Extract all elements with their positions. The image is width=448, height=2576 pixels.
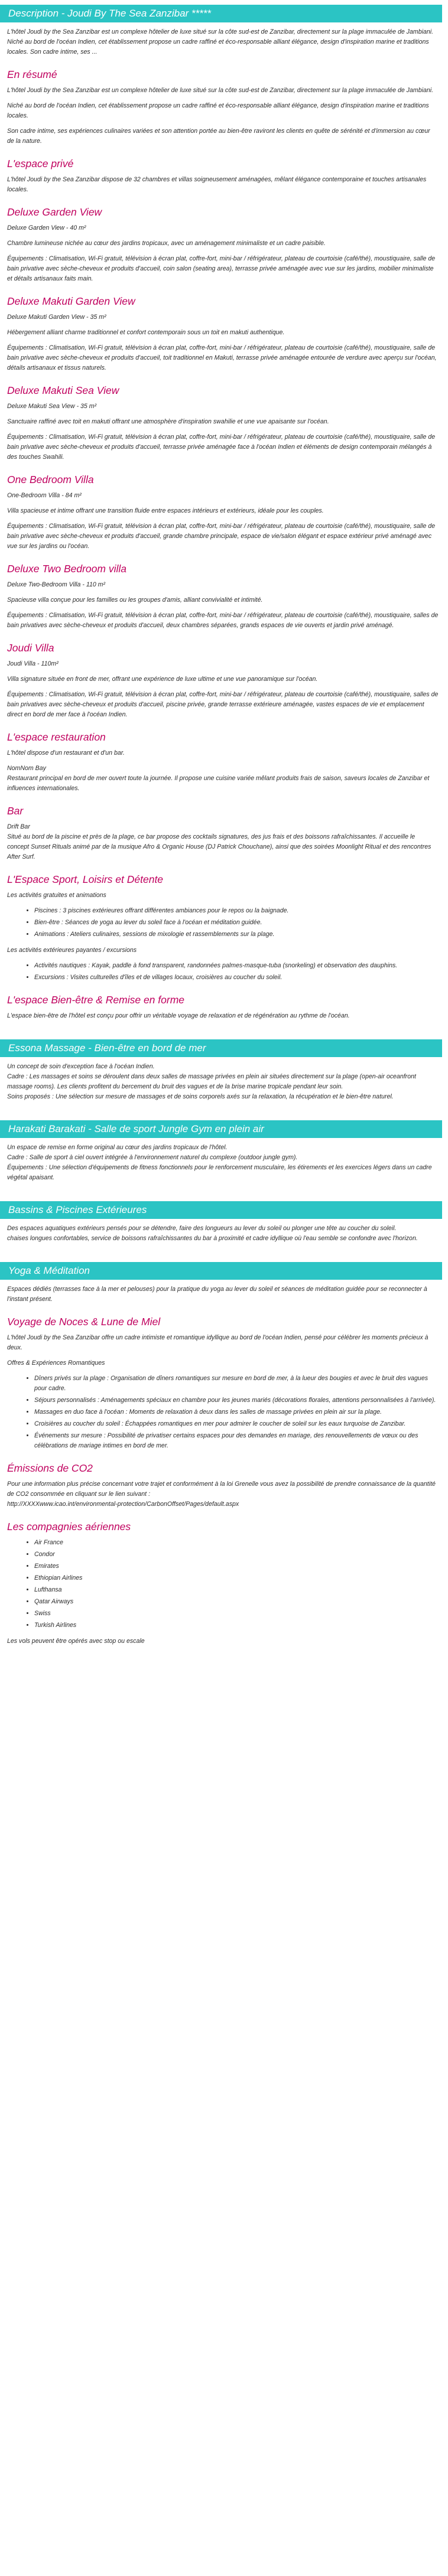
room-description: Sanctuaire raffiné avec toit en makuti offrant une atmosphère d'inspiration swahilie et une vue apaisante sur l'océan. [7, 418, 329, 425]
co2-title: Émissions de CO2 [7, 1462, 93, 1474]
restaurant-description: Restaurant principal en bord de mer ouvert toute la journée. Il propose une cuisine variée mêlant produits frais de saison, saveurs locales de Zanzibar et influences internationales. [7, 775, 430, 792]
room-size: Joudi Villa - 110m² [7, 660, 59, 667]
essona-paragraph: Soins proposés : Une sélection sur mesure de massages et de soins corporels axés sur la relaxation, la récupération et le bien-être naturel. [7, 1093, 394, 1100]
list-item: • Séjours personnalisés : Aménagements spéciaux en chambre pour les jeunes mariés (décorations florales, attentions personnalisées à l'arrivée). [34, 1395, 439, 1406]
airline-item: • Lufthansa [34, 1585, 439, 1595]
room-equipment: Équipements : Climatisation, Wi-Fi gratuit, télévision à écran plat, coffre-fort, mini-bar / réfrigérateur, plateau de courtoisie (café/thé), moustiquaire, salle de bain privative avec sèche-cheveux et produits d'accueil, coin salon (seating area), terrasse privée aménagée avec vue sur les jardins, mobilier minimaliste et détails artisanaux faits main. [7, 255, 436, 282]
essona-banner [0, 1039, 442, 1057]
list-item: • Massages en duo face à l'océan : Moments de relaxation à deux dans les salles de massage privées en plein air sur la plage. [34, 1407, 439, 1417]
room-title: Deluxe Garden View [7, 206, 102, 218]
room-size: One-Bedroom Villa - 84 m² [7, 492, 82, 499]
room-description: Villa signature située en front de mer, offrant une expérience de luxe ultime et une vue panoramique sur l'océan. [7, 676, 318, 683]
airlines-title: Les compagnies aériennes [7, 1521, 131, 1532]
essona-paragraph: Un concept de soin d'exception face à l'océan Indien. [7, 1063, 155, 1070]
intro-section [0, 27, 442, 1021]
room-size: Deluxe Garden View - 40 m² [7, 224, 86, 231]
restauration-text: L'hôtel dispose d'un restaurant et d'un bar. [7, 749, 125, 757]
restaurant-name: NomNom Bay [7, 765, 46, 772]
room-size: Deluxe Makuti Sea View - 35 m² [7, 403, 97, 410]
noces-text: L'hôtel Joudi by the Sea Zanzibar offre un cadre intimiste et romantique idyllique au bord de l'océan Indien, pensé pour célébrer les moments précieux à deux. [7, 1334, 428, 1351]
room-equipment: Équipements : Climatisation, Wi-Fi gratuit, télévision à écran plat, coffre-fort, mini-bar / réfrigérateur, plateau de courtoisie (café/thé), moustiquaire, salle de bain privative avec sèche-cheveux et produits d'accueil, grande chambre principale, espace de vie/salon élégant et espace extérieur privé aménagé avec vue sur les jardins ou l'océan. [7, 523, 436, 550]
noces-list [7, 1374, 439, 1451]
airlines-list [7, 1538, 439, 1631]
list-item: • Croisières au coucher du soleil : Échappées romantiques en mer pour admirer le coucher de soleil sur les eaux turquoise de Zanzibar. [34, 1419, 439, 1429]
list-item: • Événements sur mesure : Possibilité de privatiser certains espaces pour des demandes en mariage, des renouvellements de vœux ou des célébrations de mariage intimes en bord de mer. [34, 1431, 439, 1451]
room-description: Spacieuse villa conçue pour les familles ou les groupes d'amis, alliant convivialité et intimité. [7, 596, 263, 604]
list-item: • Bien-être : Séances de yoga au lever du soleil face à l'océan et méditation guidée. [34, 918, 439, 928]
paid-activities-label: Les activités extérieures payantes / excursions [7, 947, 137, 954]
harakati-banner [0, 1120, 442, 1138]
prive-title: L'espace privé [7, 158, 74, 169]
resume-title: En résumé [7, 69, 57, 80]
harakati-banner-title: Harakati Barakati - Salle de sport Jungle Gym en plein air [8, 1123, 264, 1134]
room-description: Hébergement alliant charme traditionnel et confort contemporain sous un toit en makuti authentique. [7, 329, 285, 336]
co2-text: Pour une information plus précise concernant votre trajet et conformément à la loi Grenelle vous avez la possibilité de prendre connaissance de la quantité de CO2 consommée en cliquant sur le lien suivant : [7, 1481, 436, 1498]
airline-item: • Turkish Airlines [34, 1620, 439, 1631]
airlines-footer: Les vols peuvent être opérés avec stop ou escale [7, 1638, 145, 1645]
activities-list [7, 906, 439, 940]
airline-item: • Swiss [34, 1609, 439, 1619]
harakati-paragraph: Un espace de remise en forme original au cœur des jardins tropicaux de l'hôtel. [7, 1144, 228, 1151]
prive-text: L'hôtel Joudi by the Sea Zanzibar dispose de 32 chambres et villas soigneusement aménagées, mêlant élégance contemporaine et touches artisanales locales. [7, 176, 427, 193]
room-equipment: Équipements : Climatisation, Wi-Fi gratuit, télévision à écran plat, coffre-fort, mini-bar / réfrigérateur, plateau de courtoisie (café/thé), moustiquaire, salle de bain privative avec sèche-cheveux et produits d'accueil, toit traditionnel en Makuti, terrasse privée aménagée entourée de verdure avec aperçu sur l'océan, détails artisanaux et tissus naturels. [7, 344, 437, 371]
list-item: • Excursions : Visites culturelles d'îles et de villages locaux, croisières au coucher du soleil. [34, 973, 439, 983]
list-item: • Piscines : 3 piscines extérieures offrant différentes ambiances pour le repos ou la baignade. [34, 906, 439, 916]
resume-paragraph: L'hôtel Joudi by the Sea Zanzibar est un complexe hôtelier de luxe situé sur la côte sud-est de Zanzibar, directement sur la plage immaculée de Jambiani. [7, 87, 434, 94]
room-equipment: Équipements : Climatisation, Wi-Fi gratuit, télévision à écran plat, coffre-fort, mini-bar / réfrigérateur, plateau de courtoisie (café/thé), moustiquaire, salles de bain privatives avec sèche-cheveux et produits d'accueil, piscine privée, grande terrasse extérieure aménagée, vastes espaces de vie et emplacement direct en bord de mer face à l'océan Indien. [7, 691, 439, 718]
bienetre-text: L'espace bien-être de l'hôtel est conçu pour offrir un véritable voyage de relaxation et de régénération au rythme de l'océan. [7, 1012, 350, 1019]
noces-title: Voyage de Noces & Lune de Miel [7, 1316, 161, 1328]
airline-item: • Emirates [34, 1561, 439, 1571]
room-size: Deluxe Makuti Garden View - 35 m² [7, 314, 106, 321]
bassins-banner [0, 1201, 442, 1219]
description-banner [0, 5, 442, 22]
room-description: Villa spacieuse et intime offrant une transition fluide entre espaces intérieurs et extérieurs, idéale pour les couples. [7, 507, 324, 514]
list-item: • Dîners privés sur la plage : Organisation de dîners romantiques sur mesure en bord de mer, à la lueur des bougies et avec le bruit des vagues pour cadre. [34, 1374, 439, 1394]
activities-label: Les activités gratuites et animations [7, 892, 106, 899]
harakati-section [0, 1143, 442, 1183]
bassins-paragraph: chaises longues confortables, service de boissons rafraîchissantes du bar à proximité et cadre idyllique où l'eau semble se confondre avec l'horizon. [7, 1235, 418, 1242]
room-title: One Bedroom Villa [7, 474, 94, 485]
airline-item: • Air France [34, 1538, 439, 1548]
room-title: Joudi Villa [7, 642, 54, 654]
essona-paragraph: Cadre : Les massages et soins se déroulent dans deux salles de massage privées en plein air situées directement sur la plage (open-air oceanfront massage rooms). Les clients profitent du bercement du bruit des vagues et de la brise marine tropicale pendant leur soin. [7, 1073, 416, 1090]
restauration-title: L'espace restauration [7, 731, 106, 743]
harakati-paragraph: Cadre : Salle de sport à ciel ouvert intégrée à l'environnement naturel du complexe (outdoor jungle gym). [7, 1154, 298, 1161]
resume-paragraph: Niché au bord de l'océan Indien, cet établissement propose un cadre raffiné et éco-responsable alliant élégance, design d'inspiration marine et traditions locales. [7, 102, 429, 119]
bar-description: Situé au bord de la piscine et près de la plage, ce bar propose des cocktails signatures, des jus frais et des boissons rafraîchissantes. Il accueille le concept Sunset Rituals animé par de la musique Afro & Organic House (DJ Patrick Chouchane), ainsi que des soirées Moonlight Ritual et des rencontres After Surf. [7, 833, 431, 860]
bassins-banner-title: Bassins & Piscines Extérieures [8, 1204, 147, 1215]
description-banner-title: Description - Joudi By The Sea Zanzibar ***** [8, 8, 211, 19]
room-title: Deluxe Makuti Sea View [7, 384, 119, 396]
paid-activities-list [7, 961, 439, 983]
yoga-text: Espaces dédiés (terrasses face à la mer et pelouses) pour la pratique du yoga au lever du soleil et séances de méditation guidée pour se reconnecter à l'instant présent. [7, 1286, 427, 1303]
yoga-banner [0, 1262, 442, 1280]
bar-title: Bar [7, 805, 24, 817]
essona-section [0, 1062, 442, 1102]
harakati-paragraph: Équipements : Une sélection d'équipements de fitness fonctionnels pour le renforcement musculaire, les étirements et les exercices légers dans un cadre végétal apaisant. [7, 1164, 432, 1181]
yoga-section [0, 1284, 442, 1646]
room-size: Deluxe Two-Bedroom Villa - 110 m² [7, 581, 106, 588]
room-equipment: Équipements : Climatisation, Wi-Fi gratuit, télévision à écran plat, coffre-fort, mini-bar / réfrigérateur, plateau de courtoisie (café/thé), moustiquaire, salles de bain privatives avec sèche-cheveux et produits d'accueil, deux chambres séparées, grands espaces de vie ouverts et jardin privé aménagé. [7, 612, 439, 629]
room-description: Chambre lumineuse nichée au cœur des jardins tropicaux, avec un aménagement minimaliste et un cadre paisible. [7, 240, 326, 247]
room-equipment: Équipements : Climatisation, Wi-Fi gratuit, télévision à écran plat, coffre-fort, mini-bar / réfrigérateur, plateau de courtoisie (café/thé), moustiquaire, salle de bain privative avec sèche-cheveux et produits d'accueil, terrasse privée aménagée face à l'océan Indien et éléments de design contemporain mélangés à des touches Swahili. [7, 433, 436, 461]
co2-link[interactable]: http://XXXXwww.icao.int/environmental-protection/CarbonOffset/Pages/default.aspx [7, 1501, 239, 1508]
list-item: • Activités nautiques : Kayak, paddle à fond transparent, randonnées palmes-masque-tuba (snorkeling) et observation des dauphins. [34, 961, 439, 971]
room-title: Deluxe Makuti Garden View [7, 295, 135, 307]
airline-item: • Condor [34, 1550, 439, 1560]
sport-title: L'Espace Sport, Loisirs et Détente [7, 873, 164, 885]
intro-text: L'hôtel Joudi by the Sea Zanzibar est un complexe hôtelier de luxe situé sur la côte sud-est de Zanzibar, directement sur la plage immaculée de Jambiani. Niché au bord de l'océan Indien, cet établissement propose un cadre raffiné et éco-responsable alliant élégance, design d'inspiration marine et traditions locales. Son cadre intime, ses ... [7, 28, 434, 56]
list-item: • Animations : Ateliers culinaires, sessions de mixologie et rassemblements sur la plage. [34, 930, 439, 940]
airline-item: • Qatar Airways [34, 1597, 439, 1607]
room-title: Deluxe Two Bedroom villa [7, 563, 126, 575]
yoga-banner-title: Yoga & Méditation [8, 1265, 90, 1276]
bassins-section [0, 1224, 442, 1244]
bar-name: Drift Bar [7, 823, 30, 830]
noces-offers-label: Offres & Expériences Romantiques [7, 1359, 105, 1367]
essona-banner-title: Essona Massage - Bien-être en bord de mer [8, 1042, 206, 1054]
resume-paragraph: Son cadre intime, ses expériences culinaires variées et son attention portée au bien-être raviront les clients en quête de sérénité et d'immersion au cœur de la nature. [7, 128, 430, 145]
bassins-paragraph: Des espaces aquatiques extérieurs pensés pour se détendre, faire des longueurs au lever du soleil ou plonger une tête au coucher du soleil. [7, 1225, 397, 1232]
bienetre-title: L'espace Bien-être & Remise en forme [7, 994, 185, 1006]
airline-item: • Ethiopian Airlines [34, 1573, 439, 1583]
